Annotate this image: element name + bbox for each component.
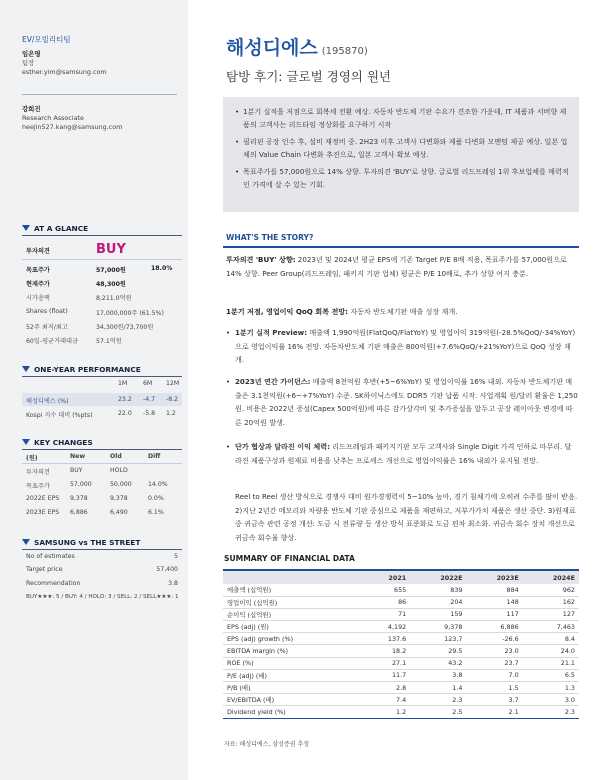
table-cell: 137.6: [361, 633, 410, 645]
street-row: Recommendation 3.8: [26, 580, 178, 587]
perf-value: -5.8: [143, 410, 156, 417]
glance-row-52w: [26, 322, 182, 334]
glance-label: 60일-평균거래대금: [26, 338, 78, 345]
table-cell: 839: [410, 584, 466, 596]
performance-header: ONE-YEAR PERFORMANCE: [22, 365, 141, 374]
table-cell: 3.8: [410, 669, 466, 681]
department-label: EV/모빌리티팀: [22, 35, 71, 44]
col-header: 1M: [118, 380, 128, 387]
summary-box: [223, 97, 579, 212]
table-cell: 4,192: [361, 621, 410, 633]
table-cell: 3.7: [466, 694, 522, 706]
performance-row-kospi: [26, 410, 182, 422]
table-cell: 6,886: [466, 621, 522, 633]
table-cell: 86: [361, 596, 410, 608]
table-cell: 2022E: [410, 570, 466, 584]
table-cell: 2021: [361, 570, 410, 584]
table-cell: EPS (adj) growth (%): [223, 633, 361, 645]
analyst-name: 임은영: [22, 50, 41, 58]
key-changes-col-headers: (원) New Old Diff: [26, 453, 161, 462]
table-cell: 162: [523, 596, 579, 608]
bullet-margin: • 단가 협상과 달라진 이익 체력: 리드프레임과 패키지기판 모두 고객사와 Single Digit 가격 인하로 마무리. 달라진 제품구성과 원재료 비용을 낮추는 프로세스 개선으로 영업이익률은 16% 내외가 유지될 전망.: [226, 442, 572, 465]
table-header-row: [223, 570, 579, 584]
analyst-email[interactable]: esther.yim@samsung.com: [22, 68, 107, 76]
table-cell: 매출액 (십억원): [223, 584, 361, 596]
table-cell: 2024E: [523, 570, 579, 584]
key-change-row: 목표주가 57,000 50,000 14.0%: [26, 481, 168, 490]
table-cell: 6.5: [523, 669, 579, 681]
glance-label: 현재주가: [26, 281, 50, 288]
table-cell: EPS (adj) (원): [223, 621, 361, 633]
perf-value: 23.2: [118, 396, 132, 403]
table-row: [223, 608, 579, 620]
rating-value: BUY: [96, 242, 126, 257]
section-triangle-icon: [22, 225, 30, 231]
table-cell: 순이익 (십억원): [223, 608, 361, 620]
financial-table: [223, 569, 579, 719]
key-changes-header: KEY CHANGES: [22, 438, 93, 447]
summary-bullet: • 1분기 실적을 저점으로 회복세 전환 예상. 자동차 반도체 기판 수요가 견조한 가운데, IT 제품과 서버향 제품의 고객사는 리드타임 정상화를 요구하기 시작: [235, 106, 571, 131]
glance-upside: 18.0%: [151, 265, 173, 272]
rating-label: 투자의견: [26, 248, 50, 255]
glance-row-shares: [26, 308, 182, 320]
key-change-row: 투자의견 BUY HOLD: [26, 467, 128, 476]
table-cell: 2.3: [523, 706, 579, 718]
table-cell: 148: [466, 596, 522, 608]
table-cell: 27.1: [361, 657, 410, 669]
table-cell: Dividend yield (%): [223, 706, 361, 718]
glance-label: Shares (float): [26, 308, 68, 315]
table-cell: 29.5: [410, 645, 466, 657]
table-cell: 21.1: [523, 657, 579, 669]
table-cell: EV/EBITDA (배): [223, 694, 361, 706]
performance-row-company: [26, 396, 182, 408]
company-title: [226, 33, 368, 60]
table-row: [223, 596, 579, 608]
at-a-glance-header: AT A GLANCE: [22, 224, 88, 233]
table-cell: ROE (%): [223, 657, 361, 669]
table-cell: 7,463: [523, 621, 579, 633]
section-triangle-icon: [22, 539, 30, 545]
table-row: [223, 706, 579, 718]
glance-label: 시가총액: [26, 295, 50, 302]
row-label: Kospi 지수 대비 (%pts): [26, 412, 93, 419]
table-cell: 71: [361, 608, 410, 620]
summary-bullet: • 목표주가를 57,000원으로 14% 상향. 투자의견 'BUY'로 상향. 글로벌 리드프레임 1위 후보업체를 매력적인 가격에 살 수 있는 기회.: [235, 166, 571, 191]
divider: [22, 549, 182, 550]
street-row: No of estimates 5: [26, 553, 178, 560]
summary-bullet: • 필리핀 공장 인수 후, 설비 재정비 중. 2H23 이후 고객사 다변화와 제품 다변화 모멘텀 제공 예상. 일본 업체의 Value Chain 다변화 추진으로, 일본 고객사 확보 예상.: [235, 136, 571, 161]
glance-label: 52주 최저/최고: [26, 324, 68, 331]
col-header: 12M: [166, 380, 180, 387]
table-cell: 1.2: [361, 706, 410, 718]
table-cell: 43.2: [410, 657, 466, 669]
glance-value: 8,211.0억원: [96, 295, 132, 302]
table-cell: 2.3: [410, 694, 466, 706]
table-cell: 1.3: [523, 682, 579, 694]
table-cell: 962: [523, 584, 579, 596]
key-change-row: 2022E EPS 9,378 9,378 0.0%: [26, 495, 164, 502]
table-cell: 7.0: [466, 669, 522, 681]
perf-value: -4.7: [143, 396, 156, 403]
analyst-1: [22, 50, 107, 77]
performance-col-headers: [26, 380, 182, 392]
table-cell: P/B (배): [223, 682, 361, 694]
table-cell: 1.5: [466, 682, 522, 694]
analyst-email[interactable]: heejin527.kang@samsung.com: [22, 123, 123, 131]
table-cell: 2.5: [410, 706, 466, 718]
table-cell: 2023E: [466, 570, 522, 584]
analyst-2: [22, 105, 122, 132]
bullet-guidance: • 2023년 연간 가이던스: 매출액 8천억원 후반(+5~6%YoY) 및 영업이익률 16% 내외. 자동차 반도체기판 매출은 3.1천억원(+6~+7%YoY) 수준. SK하이닉스에도 DDR5 기판 납품 시작. 사업계획 원/달러 환율은 1,250원. 비용은 2022년 증설(Capex 500억원)에 따른 감가상각비 및 추가증설을 앞두고 공장 레이아웃 변경에 따른 20억원 발생.: [226, 377, 578, 427]
table-cell: 1.4: [410, 682, 466, 694]
rating-scale-footnote: BUY★★★: 5 / BUY: 4 / HOLD: 3 / SELL: 2 / SELL★★★: 1: [26, 594, 179, 600]
table-cell: 8.4: [523, 633, 579, 645]
divider: [22, 235, 182, 236]
paragraph-q1: 1분기 저점, 영업이익 QoQ 회복 전망: 자동차 반도체기판 매출 성장 재개.: [226, 307, 458, 316]
table-cell: 3.0: [523, 694, 579, 706]
company-name: 해성디에스: [226, 37, 318, 59]
perf-value: 22.0: [118, 410, 132, 417]
analyst-title: 팀장: [22, 59, 35, 67]
street-header: SAMSUNG vs THE STREET: [22, 538, 140, 547]
divider: [22, 259, 182, 260]
divider: [22, 376, 182, 377]
glance-row-price: [26, 279, 182, 291]
sidebar: [0, 0, 188, 780]
section-triangle-icon: [22, 366, 30, 372]
table-cell: 123.7: [410, 633, 466, 645]
divider: [22, 449, 182, 450]
table-cell: 117: [466, 608, 522, 620]
section-rule: [223, 246, 579, 248]
glance-value: 34,300원/73,700원: [96, 324, 154, 331]
perf-value: -8.2: [166, 396, 179, 403]
financial-summary-title: SUMMARY OF FINANCIAL DATA: [224, 554, 355, 563]
table-cell: 23.7: [466, 657, 522, 669]
table-cell: P/E (adj) (배): [223, 669, 361, 681]
table-cell: 884: [466, 584, 522, 596]
glance-row-target: [26, 265, 182, 277]
analyst-title: Research Associate: [22, 114, 84, 122]
key-change-row: 2023E EPS 6,886 6,490 6.1%: [26, 509, 164, 516]
section-triangle-icon: [22, 439, 30, 445]
divider: [22, 463, 182, 464]
table-cell: [223, 570, 361, 584]
glance-row-volume: [26, 336, 182, 348]
paragraph-process: Reel to Reel 생산 방식으로 경쟁사 대비 원가경쟁력이 5~10% 높아, 경기 침체기에 오히려 수주를 많이 받음. 2)지난 2년간 메모리와 차량용 반도체 기판 중심으로 제품을 재편하고, 저부가가치 제품은 생산 중단. 3)원재료 중 귀금속 관련 공정 개선: 도금 시 전류량 등 생산 방식 표준화로 도금 편차 최소화. 귀금속 회수 장치 개선으로 귀금속 회수율 향상.: [235, 492, 578, 542]
table-cell: 2.1: [466, 706, 522, 718]
table-row: [223, 682, 579, 694]
table-cell: 2.8: [361, 682, 410, 694]
divider: [22, 94, 177, 95]
table-cell: 127: [523, 608, 579, 620]
glance-value: 17,000,000주 (61.5%): [96, 310, 164, 317]
table-cell: 9,378: [410, 621, 466, 633]
table-row: [223, 669, 579, 681]
ticker-code: (195870): [321, 46, 368, 57]
table-row: [223, 657, 579, 669]
table-row: [223, 694, 579, 706]
table-cell: 204: [410, 596, 466, 608]
table-cell: EBITDA margin (%): [223, 645, 361, 657]
glance-value: 57.1억원: [96, 338, 122, 345]
table-cell: 23.0: [466, 645, 522, 657]
table-cell: 7.4: [361, 694, 410, 706]
glance-label: 목표주가: [26, 267, 50, 274]
whats-the-story-header: WHAT'S THE STORY?: [226, 233, 314, 242]
street-row: Target price 57,400: [26, 566, 178, 573]
row-label: 해성디에스 (%): [26, 398, 69, 405]
table-cell: 영업이익 (십억원): [223, 596, 361, 608]
paragraph-rating: 투자의견 'BUY' 상향: 2023년 및 2024년 평균 EPS에 기존 Target P/E 8배 적용, 목표주가를 57,000원으로 14% 상향. Peer Group(리드프레임, 패키지 기판 업체) 평균은 P/E 10배로, 추가 상향 여지 충분.: [226, 255, 567, 278]
table-cell: 655: [361, 584, 410, 596]
report-subtitle: 탐방 후기: 글로벌 경영의 원년: [226, 69, 392, 84]
analyst-name: 강희진: [22, 105, 41, 113]
glance-value: 57,000원: [96, 267, 126, 274]
table-row: [223, 645, 579, 657]
bullet-preview: • 1분기 실적 Preview: 매출액 1,990억원(FlatQoQ/FlatYoY) 및 영업이익 319억원(-28.5%QoQ/-34%YoY)으로 영업이익률 16% 전망. 자동차반도체 기판 매출은 800억원(+7.6%QoQ/+21%YoY)으로 QoQ 성장 재개.: [226, 328, 576, 365]
glance-row-mktcap: [26, 293, 182, 305]
table-cell: 159: [410, 608, 466, 620]
table-row: [223, 621, 579, 633]
source-note: 자료: 해성디에스, 삼성증권 추정: [224, 741, 309, 748]
col-header: 6M: [143, 380, 153, 387]
table-cell: -26.6: [466, 633, 522, 645]
table-row: [223, 584, 579, 596]
glance-value: 48,300원: [96, 281, 126, 288]
table-row: [223, 633, 579, 645]
table-cell: 18.2: [361, 645, 410, 657]
table-cell: 11.7: [361, 669, 410, 681]
table-cell: 24.0: [523, 645, 579, 657]
perf-value: 1.2: [166, 410, 176, 417]
